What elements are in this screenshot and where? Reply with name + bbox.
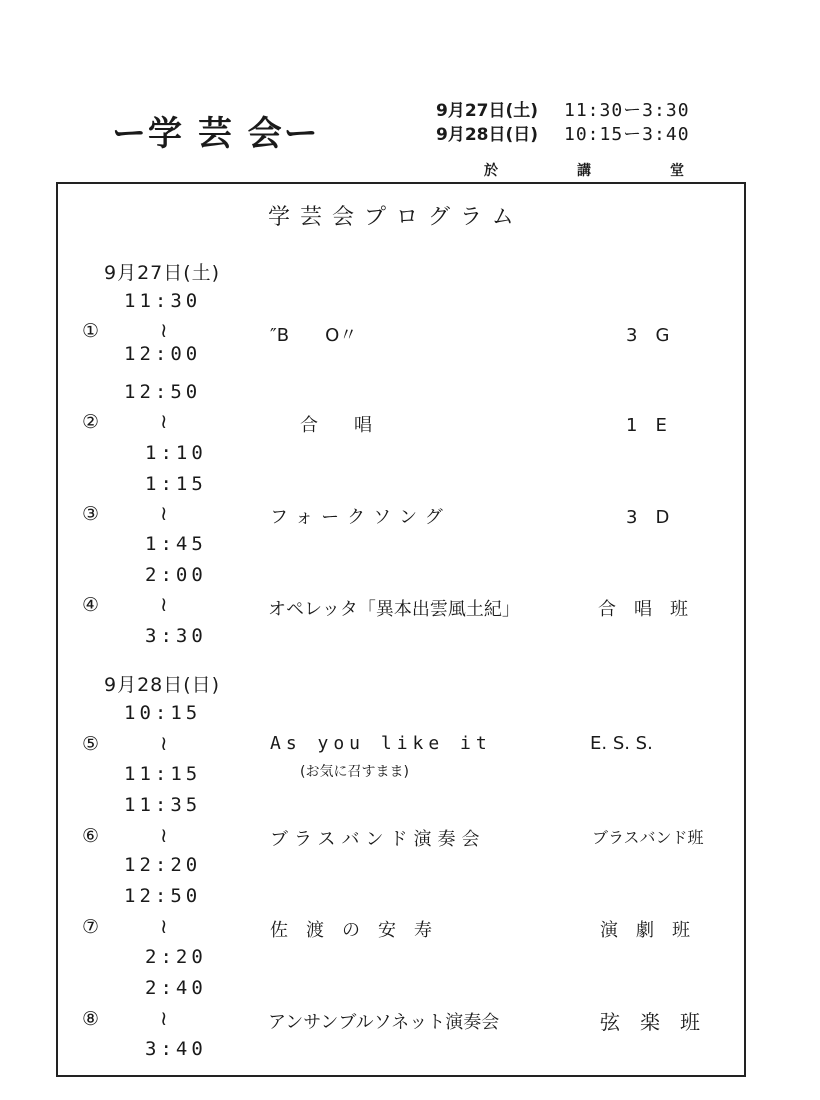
- item-end-time: 12:20: [124, 854, 202, 876]
- item-end-time: 11:15: [124, 763, 202, 785]
- item-number: ②: [82, 411, 100, 433]
- schedule-time-2: 10:15ー3:40: [564, 124, 690, 145]
- item-number: ⑦: [82, 916, 100, 938]
- item-number: ⑥: [82, 825, 100, 847]
- item-title: フォークソング: [270, 507, 451, 528]
- item-number: ④: [82, 594, 100, 616]
- venue-char-2: 講: [577, 163, 591, 179]
- range-symbol: ≀: [160, 823, 168, 847]
- item-title: アンサンブルソネット演奏会: [268, 1012, 500, 1033]
- item-start-time: 11:30: [124, 290, 202, 312]
- item-title: ブラスバンド演奏会: [270, 829, 486, 850]
- item-number: ⑧: [82, 1008, 100, 1030]
- item-performer: 3 D: [626, 507, 670, 528]
- item-performer: E. S. S.: [590, 733, 653, 754]
- item-title: 佐 渡 の 安 寿: [270, 920, 432, 941]
- range-symbol: ≀: [160, 409, 168, 433]
- item-title: ″B O〃: [270, 325, 358, 346]
- schedule-time-1: 11:30ー3:30: [564, 100, 690, 121]
- range-symbol: ≀: [160, 318, 168, 342]
- item-performer: ブラスバンド班: [592, 828, 704, 847]
- range-symbol: ≀: [160, 501, 168, 525]
- item-end-time: 3:40: [145, 1038, 207, 1060]
- item-number: ⑤: [82, 733, 100, 755]
- range-symbol: ≀: [160, 914, 168, 938]
- item-performer: 演 劇 班: [600, 920, 690, 941]
- venue-char-3: 堂: [670, 163, 684, 179]
- venue-line: [484, 160, 684, 180]
- item-start-time: 12:50: [124, 381, 202, 403]
- day-heading-1: 9月27日(土): [104, 262, 221, 284]
- venue-char-1: 於: [484, 163, 498, 179]
- item-end-time: 12:00: [124, 343, 202, 365]
- item-performer: 3 G: [626, 325, 670, 346]
- item-start-time: 11:35: [124, 794, 202, 816]
- schedule-line-2: [436, 120, 690, 146]
- range-symbol: ≀: [160, 731, 168, 755]
- item-start-time: 2:00: [145, 564, 207, 586]
- item-number: ③: [82, 503, 100, 525]
- item-performer: 合 唱 班: [598, 599, 688, 620]
- day-heading-2: 9月28日(日): [104, 674, 221, 696]
- range-symbol: ≀: [160, 592, 168, 616]
- item-performer: 弦 楽 班: [600, 1010, 700, 1034]
- item-end-time: 3:30: [145, 625, 207, 647]
- item-start-time: 12:50: [124, 885, 202, 907]
- schedule-date-2: 9月28日(日): [436, 125, 539, 145]
- item-start-time: 2:40: [145, 977, 207, 999]
- item-start-time: 1:15: [145, 473, 207, 495]
- item-title: オペレッタ「異本出雲風土紀」: [268, 599, 520, 620]
- item-end-time: 2:20: [145, 946, 207, 968]
- item-start-time: 10:15: [124, 702, 202, 724]
- item-end-time: 1:10: [145, 442, 207, 464]
- schedule-date-1: 9月27日(土): [436, 101, 539, 121]
- item-number: ①: [82, 320, 100, 342]
- item-title: As you like it: [270, 733, 492, 754]
- program-title: 学芸会プログラム: [268, 205, 524, 230]
- schedule-line-1: [436, 96, 690, 122]
- main-title: ー学 芸 会ー: [112, 114, 320, 154]
- item-end-time: 1:45: [145, 533, 207, 555]
- item-performer: 1 E: [626, 415, 667, 436]
- range-symbol: ≀: [160, 1006, 168, 1030]
- item-subtitle: (お気に召すまま): [300, 764, 409, 780]
- item-title: 合 唱: [300, 415, 372, 436]
